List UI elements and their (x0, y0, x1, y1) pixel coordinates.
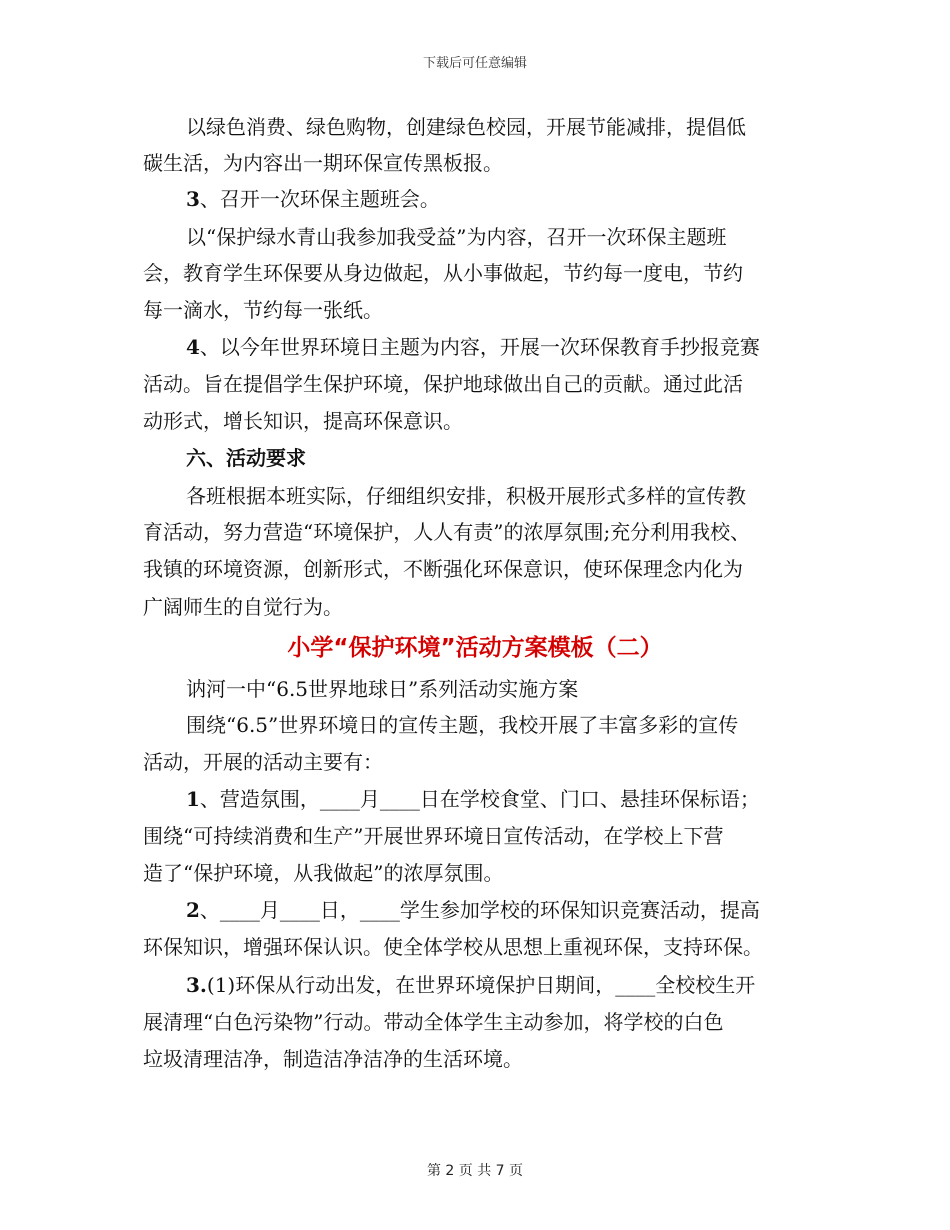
body-line: 各班根据本班实际，仔细组织安排，积极开展形式多样的宣传教 (186, 484, 746, 508)
list-item-4 (186, 333, 760, 361)
body-line: 每一滴水，节约每一张纸。 (143, 298, 383, 322)
body-line: 碳生活，为内容出一期环保宣传黑板报。 (143, 151, 503, 175)
item-text: 、召开一次环保主题班会。 (199, 187, 440, 211)
item-number: 3 (186, 187, 200, 211)
body-line: 展清理“白色污染物”行动。带动全体学生主动参加，将学校的白色 (143, 1010, 724, 1034)
list-item-1 (186, 785, 760, 813)
item-text: 、以今年世界环境日主题为内容，开展一次环保教育手抄报竞赛 (199, 335, 760, 359)
item-number: 3. (186, 973, 207, 997)
body-line: 会，教育学生环保要从身边做起，从小事做起，节约每一度电，节约 (143, 261, 743, 285)
body-line: 以“保护绿水青山我参加我受益”为内容，召开一次环保主题班 (186, 225, 727, 249)
body-line: 广阔师生的自觉行为。 (143, 595, 343, 619)
item-text: (1)环保从行动出发，在世界环境保护日期间，____全校校生开 (206, 973, 756, 997)
page-header: 下载后可任意编辑 (422, 56, 527, 71)
body-line: 动形式，增长知识，提高环保意识。 (143, 409, 463, 433)
item-text: 、____月____日，____学生参加学校的环保知识竞赛活动，提高 (199, 898, 760, 922)
body-line: 环保知识，增强环保认识。使全体学校从思想上重视环保，支持环保。 (143, 935, 763, 959)
item-number: 4 (186, 335, 200, 359)
item-text: 、营造氛围，____月____日在学校食堂、门口、悬挂环保标语； (199, 787, 760, 811)
section-heading: 六、活动要求 (186, 446, 306, 470)
body-line: 活动。旨在提倡学生保护环境，保护地球做出自己的贡献。通过此活 (143, 372, 743, 396)
document-title: 小学“保护环境”活动方案模板（二） (287, 635, 663, 661)
body-line: 讷河一中“6.5世界地球日”系列活动实施方案 (186, 677, 579, 701)
body-line: 以绿色消费、绿色购物，创建绿色校园，开展节能减排，提倡低 (186, 115, 746, 139)
body-line: 活动，开展的活动主要有： (143, 750, 383, 774)
body-line: 造了“保护环境，从我做起”的浓厚氛围。 (143, 861, 504, 885)
page-footer: 第 2 页 共 7 页 (426, 1163, 524, 1179)
body-line: 育活动，努力营造“环境保护，人人有责”的浓厚氛围;充分利用我校、 (143, 520, 751, 544)
body-line: 围绕“可持续消费和生产”开展世界环境日宣传活动，在学校上下营 (143, 824, 724, 848)
body-line: 垃圾清理洁净，制造洁净洁净的生活环境。 (143, 1047, 523, 1071)
body-line: 我镇的环境资源，创新形式，不断强化环保意识，使环保理念内化为 (143, 557, 743, 581)
list-item-2 (186, 896, 760, 924)
list-item-3 (186, 185, 440, 213)
body-line: 围绕“6.5”世界环境日的宣传主题，我校开展了丰富多彩的宣传 (186, 713, 739, 737)
list-item-3-1 (186, 971, 755, 999)
item-number: 1 (186, 787, 200, 811)
item-number: 2 (186, 898, 200, 922)
